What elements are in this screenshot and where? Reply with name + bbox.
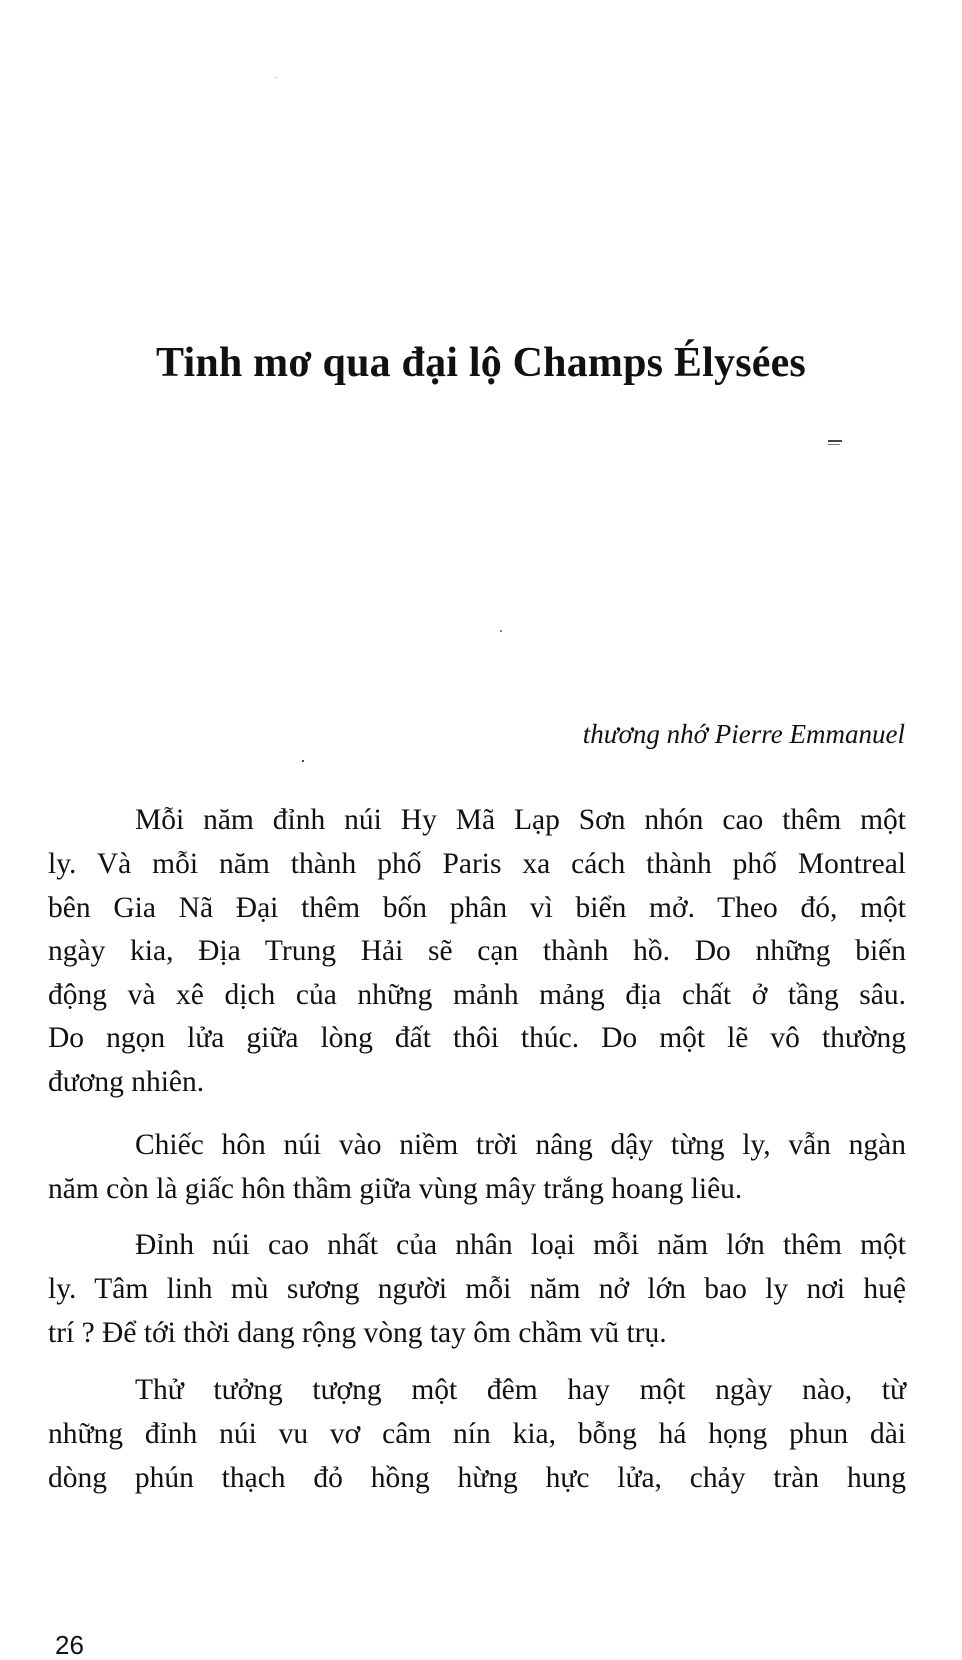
- scan-artifact: [828, 440, 842, 442]
- text-line: Chiếc hôn núi vào niềm trời nâng dậy từng ly, vẫn ngàn: [135, 1129, 906, 1161]
- text-line: ngày kia, Địa Trung Hải sẽ cạn thành hồ. Do những biến: [48, 935, 906, 967]
- text-line: động và xê dịch của những mảnh mảng địa chất ở tầng sâu.: [48, 979, 906, 1011]
- text-line: Mỗi năm đỉnh núi Hy Mã Lạp Sơn nhón cao thêm một: [135, 804, 906, 836]
- text-line: Thử tưởng tượng một đêm hay một ngày nào, từ: [135, 1374, 906, 1406]
- scan-artifact: [275, 77, 276, 78]
- text-line: Do ngọn lửa giữa lòng đất thôi thúc. Do một lẽ vô thường: [48, 1022, 906, 1054]
- text-line: đương nhiên.: [48, 1066, 205, 1098]
- text-line: năm còn là giấc hôn thầm giữa vùng mây trắng hoang liêu.: [48, 1173, 743, 1205]
- epigraph: thương nhớ Pierre Emmanuel: [582, 719, 905, 749]
- text-line: trí ? Để tới thời dang rộng vòng tay ôm chầm vũ trụ.: [48, 1317, 667, 1349]
- text-line: Đỉnh núi cao nhất của nhân loại mỗi năm lớn thêm một: [135, 1229, 906, 1261]
- text-line: bên Gia Nã Đại thêm bốn phân vì biển mở. Theo đó, một: [48, 892, 906, 924]
- chapter-title: Tinh mơ qua đại lộ Champs Élysées: [156, 340, 806, 386]
- scan-artifact: [500, 630, 502, 632]
- text-line: ly. Và mỗi năm thành phố Paris xa cách thành phố Montreal: [48, 848, 906, 880]
- text-line: những đỉnh núi vu vơ câm nín kia, bỗng há họng phun dài: [48, 1418, 906, 1450]
- text-line: dòng phún thạch đỏ hồng hừng hực lửa, chảy tràn hung: [48, 1462, 906, 1494]
- text-line: ly. Tâm linh mù sương người mỗi năm nở lớn bao ly nơi huệ: [48, 1273, 906, 1305]
- scan-artifact: [828, 444, 840, 445]
- page-number: 26: [55, 1630, 84, 1660]
- scan-artifact: [302, 760, 304, 762]
